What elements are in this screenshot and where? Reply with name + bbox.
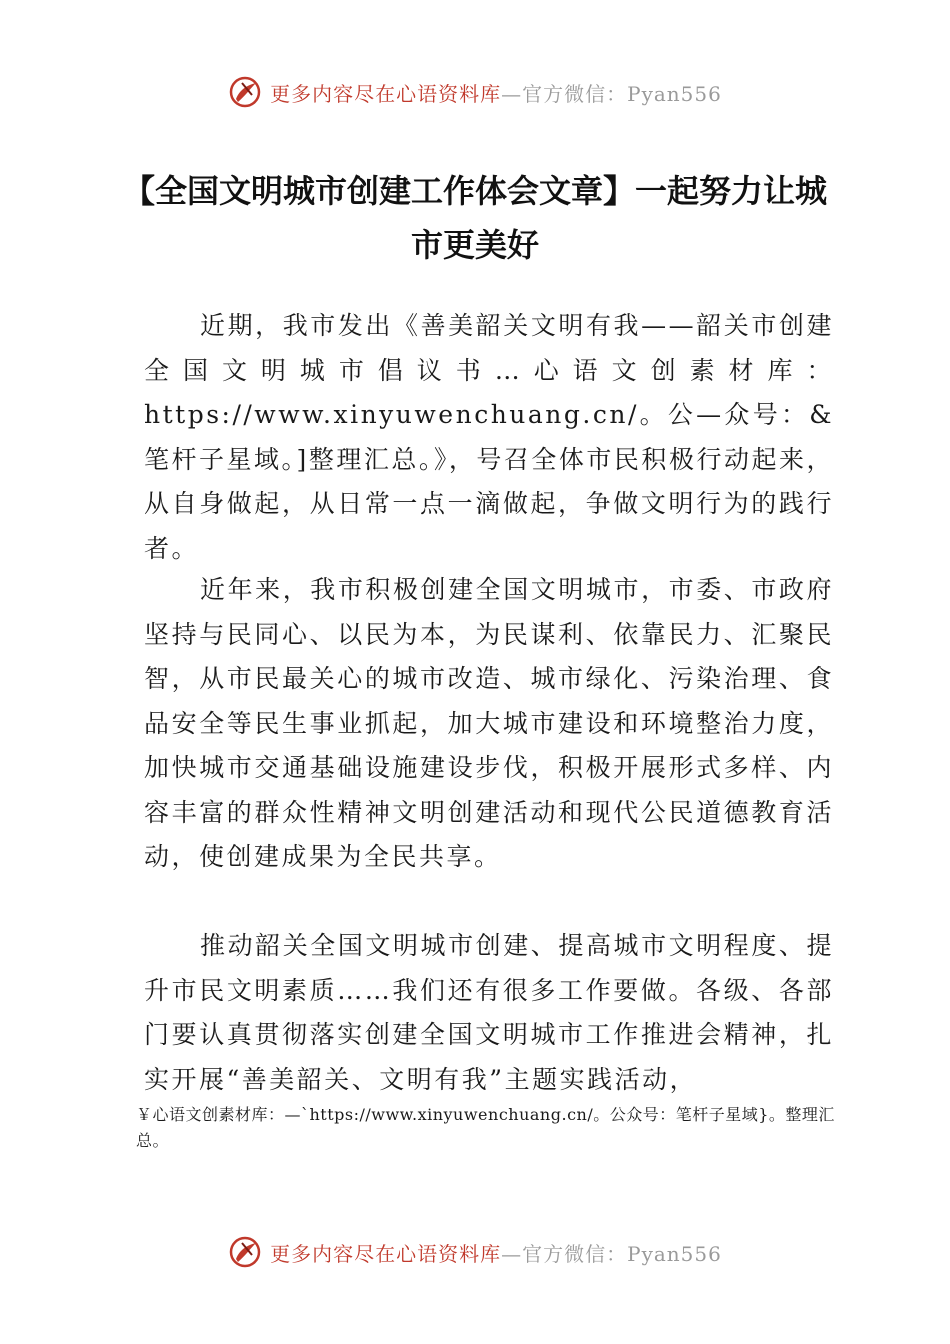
document-title: 【全国文明城市创建工作体会文章】一起努力让城市更美好 (122, 172, 827, 264)
footer-watermark (0, 1232, 950, 1272)
paragraph-2: 近年来，我市积极创建全国文明城市，市委、市政府坚持与民同心、以民为本，为民谋利、依靠民力、汇聚民智，从市民最关心的城市改造、城市绿化、污染治理、食品安全等民生事业抓起，加大城市建设和环境整治力度，加快城市交通基础设施建设步伐，积极开展形式多样、内容丰富的群众性精神文明创建活动和现代公民道德教育活动，使创建成果为全民共享。 (144, 575, 834, 871)
footer-watermark-text: 更多内容尽在心语资料库—官方微信：Pyan556 (270, 1241, 722, 1266)
header-watermark (0, 72, 950, 112)
paragraph-1: 近期，我市发出《善美韶关文明有我——韶关市创建全国文明城市倡议书…心语文创素材库：https://www.xinyuwenchuang.cn/。公—众号：&笔杆子星域。]整理汇总。》，号召全体市民积极行动起来， 从自身做起，从日常一点一滴做起，争做文明行为的践行者。 (144, 311, 834, 563)
logo-icon (228, 75, 262, 109)
footnote: ￥心语文创素材库：—`https://www.xinyuwenchuang.cn/。公众号：笔杆子星域}。整理汇总。 (136, 1105, 835, 1150)
header-watermark-text: 更多内容尽在心语资料库—官方微信：Pyan556 (270, 81, 722, 106)
logo-icon (228, 1235, 262, 1269)
paragraph-3: 推动韶关全国文明城市创建、提高城市文明程度、提升市民文明素质……我们还有很多工作要做。各级、各部门要认真贯彻落实创建全国文明城市工作推进会精神，扎实开展“善美韶关、文明有我”主题实践活动， (144, 931, 834, 1094)
